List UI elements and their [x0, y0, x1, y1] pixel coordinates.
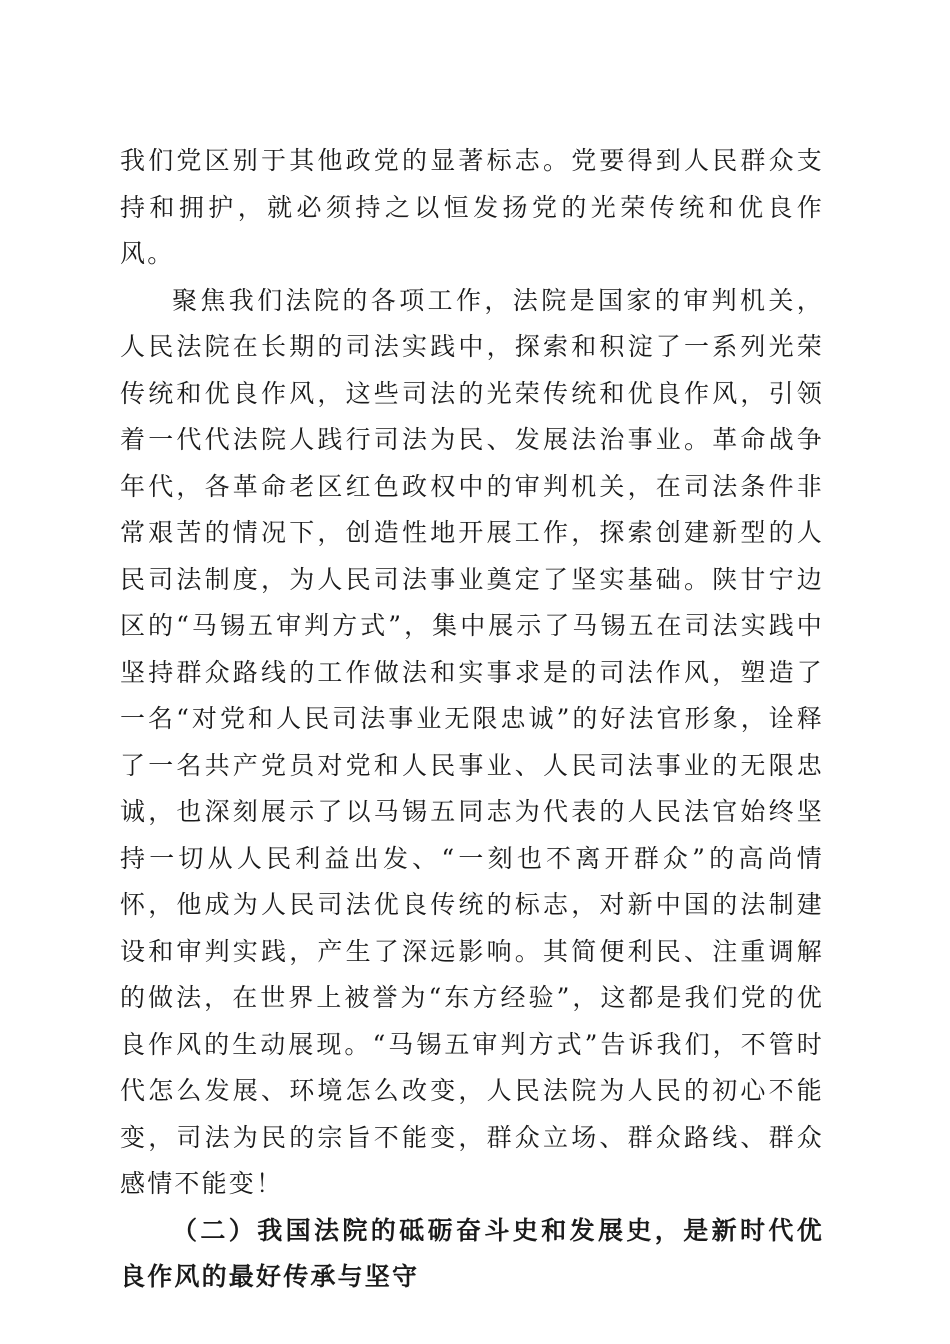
paragraph-continuation: 我们党区别于其他政党的显著标志。党要得到人民群众支持和拥护，就必须持之以恒发扬党的光荣传统和优良作风。 [120, 146, 824, 268]
paragraph-court-work: 聚焦我们法院的各项工作，法院是国家的审判机关，人民法院在长期的司法实践中，探索和积淀了一系列光荣传统和优良作风，这些司法的光荣传统和优良作风，引领着一代代法院人践行司法为民、发展法治事业。革命战争年代，各革命老区红色政权中的审判机关，在司法条件非常艰苦的情况下，创造性地开展工作，探索创建新型的人民司法制度，为人民司法事业奠定了坚实基础。陕甘宁边区的“马锡五审判方式”，集中展示了马锡五在司法实践中坚持群众路线的工作做法和实事求是的司法作风，塑造了一名“对党和人民司法事业无限忠诚”的好法官形象，诠释了一名共产党员对党和人民事业、人民司法事业的无限忠诚，也深刻展示了以马锡五同志为代表的人民法官始终坚持一切从人民利益出发、“一刻也不离开群众”的高尚情怀，他成为人民司法优良传统的标志，对新中国的法制建设和审判实践，产生了深远影响。其简便利民、注重调解的做法，在世界上被誉为“东方经验”，这都是我们党的优良作风的生动展现。“马锡五审判方式”告诉我们，不管时代怎么发展、环境怎么改变，人民法院为人民的初心不能变，司法为民的宗旨不能变，群众立场、群众路线、群众感情不能变！ [120, 285, 824, 1198]
section-heading: （二）我国法院的砥砺奋斗史和发展史，是新时代优良作风的最好传承与坚守 [120, 1215, 824, 1291]
document-body [120, 138, 824, 1301]
